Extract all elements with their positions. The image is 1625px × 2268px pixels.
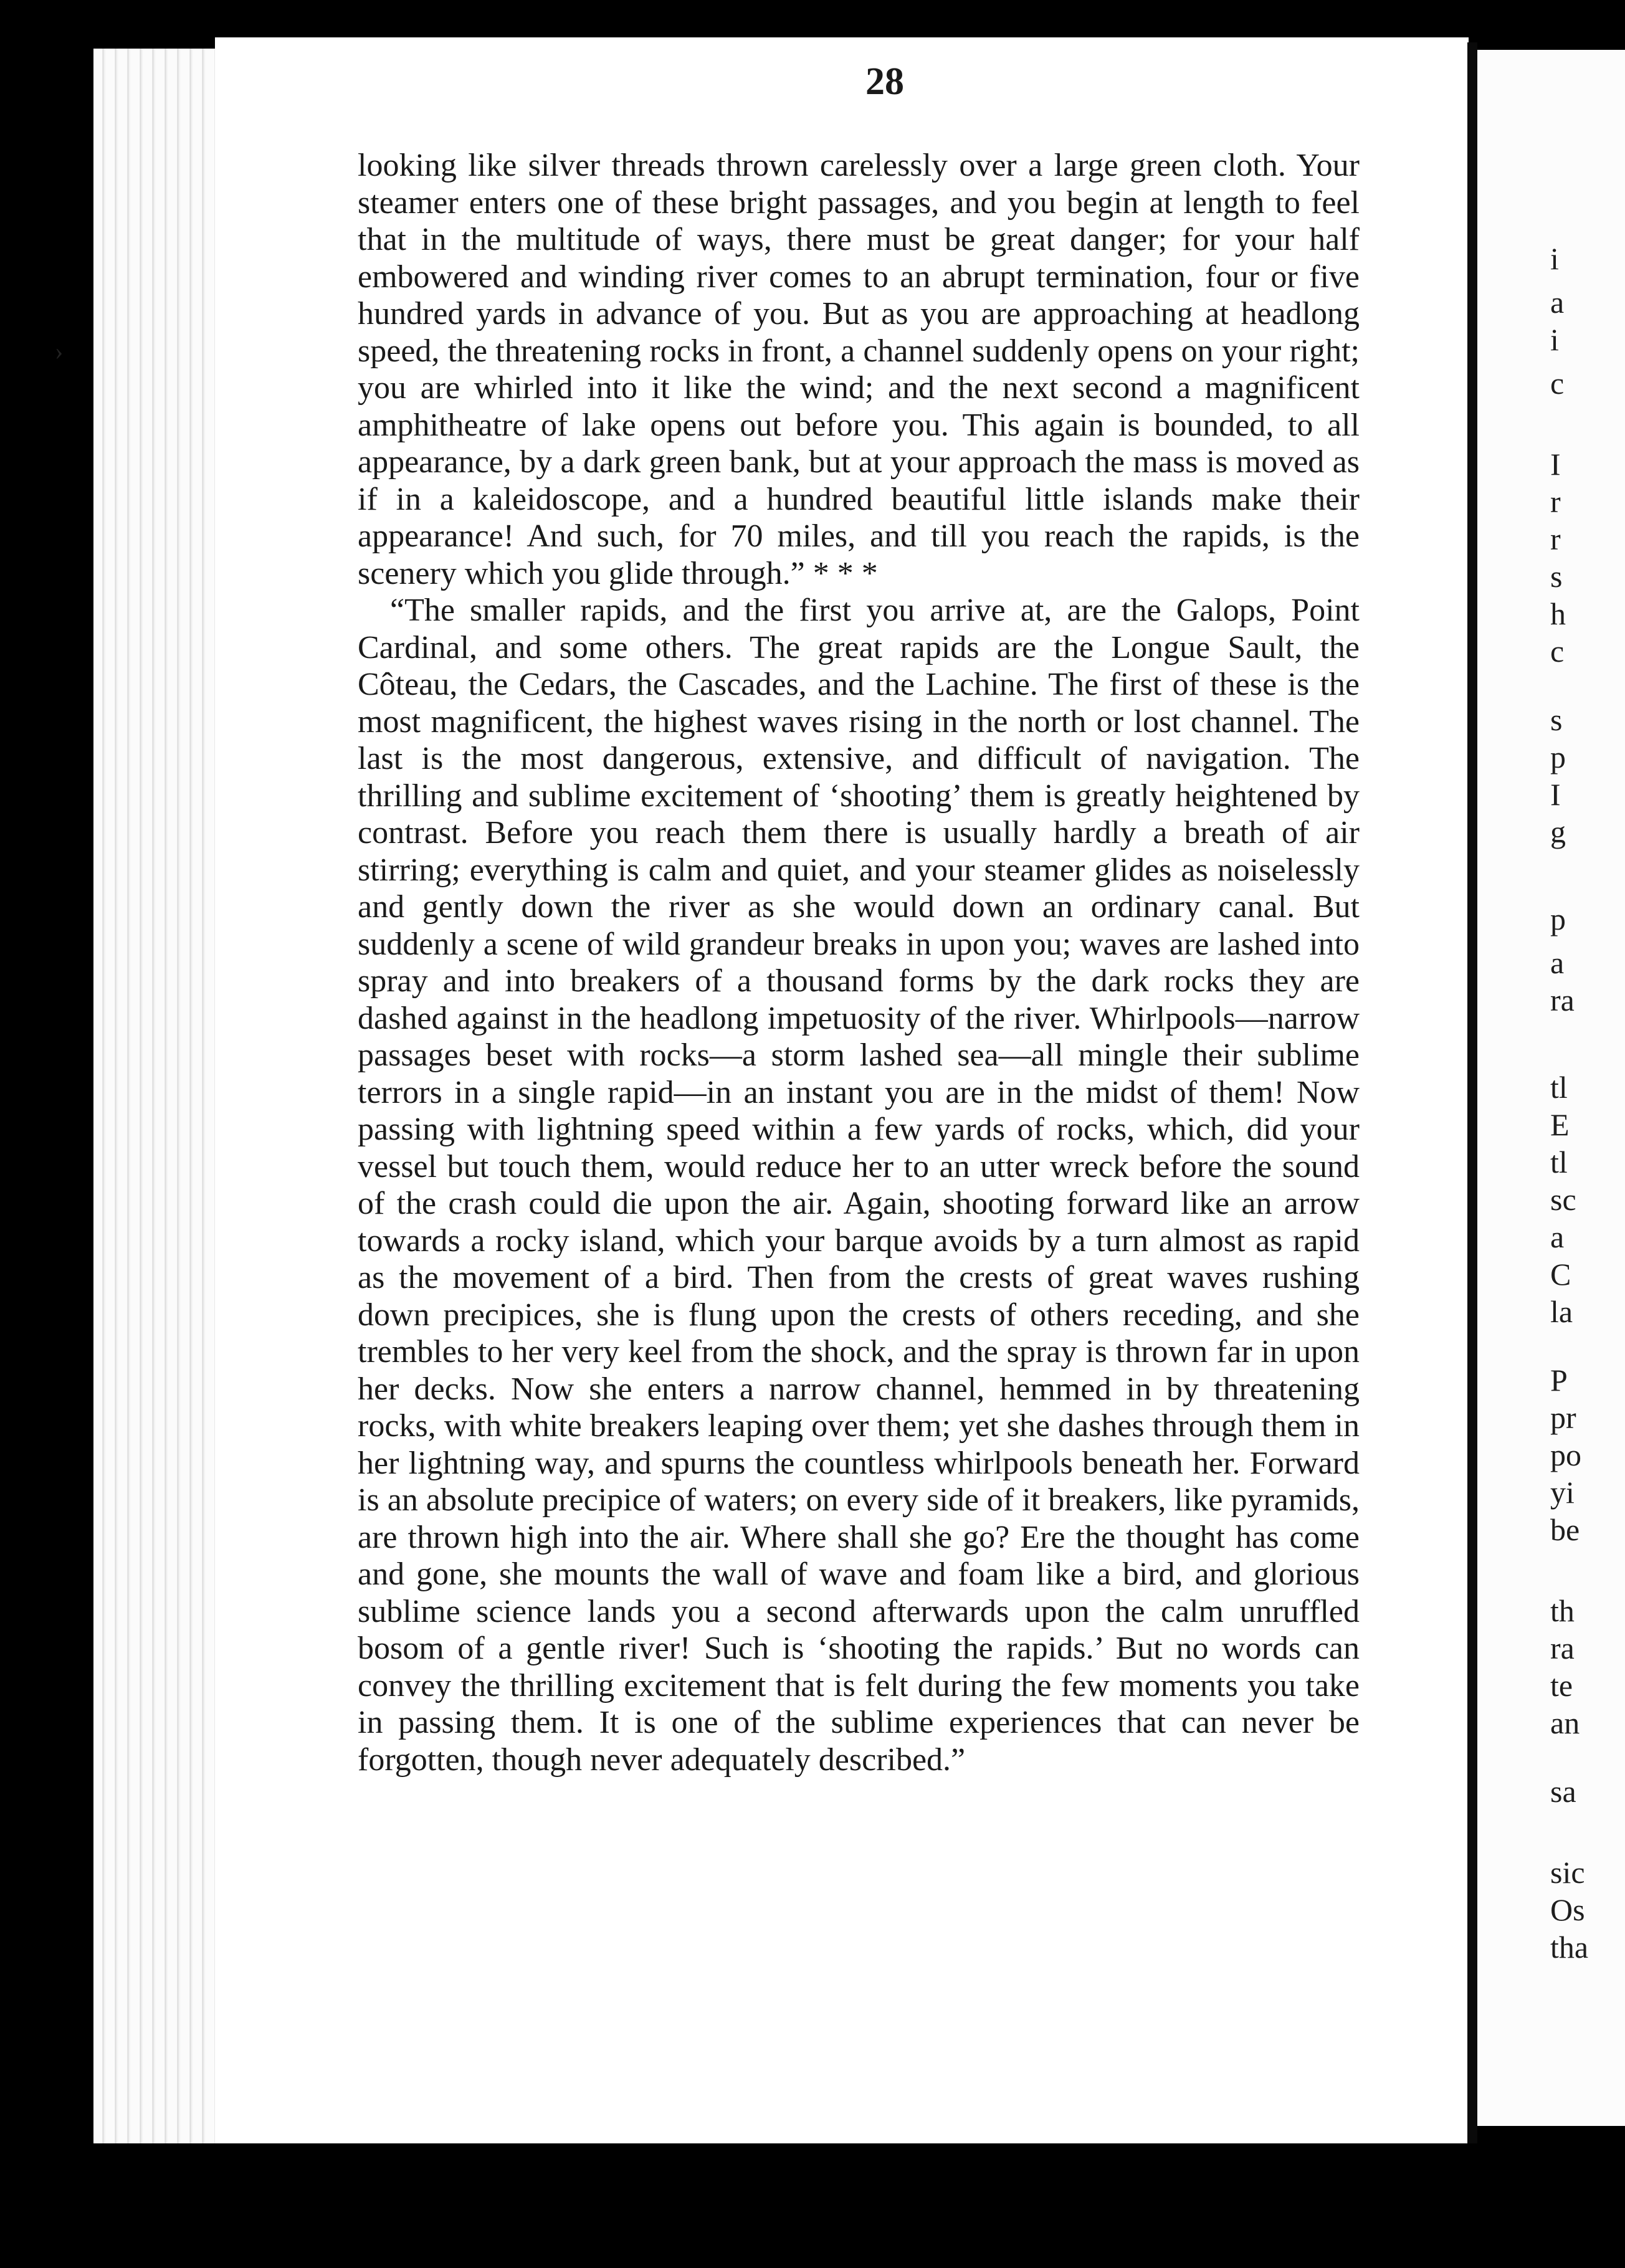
adjacent-page-fragment: i xyxy=(1550,241,1559,276)
page-number: 28 xyxy=(865,60,904,103)
adjacent-page-fragment: be xyxy=(1550,1512,1580,1547)
adjacent-page-fragment: r xyxy=(1550,484,1561,519)
adjacent-page-fragment: I xyxy=(1550,777,1561,812)
adjacent-page-fragment: yi xyxy=(1550,1475,1575,1510)
adjacent-page-fragment: po xyxy=(1550,1437,1581,1472)
adjacent-page-fragment: la xyxy=(1550,1294,1573,1329)
adjacent-page-fragment: s xyxy=(1550,559,1563,594)
adjacent-page-fragment: th xyxy=(1550,1593,1575,1628)
page-body xyxy=(358,147,1360,1778)
adjacent-page-fragment: C xyxy=(1550,1257,1571,1292)
adjacent-page-fragment: a xyxy=(1550,945,1565,980)
adjacent-page-fragment: an xyxy=(1550,1705,1580,1740)
book-gutter xyxy=(1467,42,1477,2143)
adjacent-page-fragment: p xyxy=(1550,740,1566,774)
adjacent-page-fragment: I xyxy=(1550,447,1561,482)
adjacent-page-fragment: tl xyxy=(1550,1070,1568,1105)
adjacent-page-fragment: ra xyxy=(1550,983,1575,1017)
adjacent-page-fragment: sic xyxy=(1550,1855,1585,1890)
adjacent-page-fragment: r xyxy=(1550,522,1561,556)
adjacent-page-fragment: te xyxy=(1550,1668,1573,1703)
adjacent-page-fragment: Os xyxy=(1550,1892,1585,1927)
paragraph-2: “The smaller rapids, and the first you arrive at, are the Galops, Point Cardinal, and some others. The great rapids are the Longue Sault, the Côteau, the Cedars, the Cascades, and the Lachine. The first of these is the most magnificent, the highest waves rising in the north or lost channel. The last is the most dangerous, extensive, and difficult of navigation. The thrilling and sublime excitement of ‘shooting’ them is greatly heightened by contrast. Before you reach them there is usually hardly a breath of air stirring; everything is calm and quiet, and your steamer glides as noiselessly and gently down the river as she would down an ordinary canal. But suddenly a scene of wild grandeur breaks in upon you; waves are lashed into spray and into breakers of a thousand forms by the dark rocks they are dashed against in the headlong impetuosity of the river. Whirlpools—narrow passages beset with rocks—a storm lashed sea—all mingle their sublime terrors in a single rapid—in an instant you are in the midst of them! Now passing with lightning speed within a few yards of rocks, which, did your vessel but touch them, would reduce her to an utter wreck before the sound of the crash could die upon the air. Again, shooting forward like an arrow towards a rocky island, which your barque avoids by a turn almost as rapid as the movement of a bird. Then from the crests of great waves rushing down precipices, she is flung upon the crests of others receding, and she trembles to her very keel from the shock, and the spray is thrown far in upon her decks. Now she enters a narrow channel, hemmed in by threatening rocks, with white breakers leaping over them; yet she dashes through them in her lightning way, and spurns the countless whirlpools beneath her. Forward is an absolute precipice of waters; on every side of it breakers, like pyramids, are thrown high into the air. Where shall she go? Ere the thought has come and gone, she mounts the wall of wave and foam like a bird, and glorious sublime science lands you a second afterwards upon the calm unruffled bosom of a gentle river! Such is ‘shooting the rapids.’ But no words can convey the thrilling excitement that is felt during the few moments you take in passing them. It is one of the sublime experiences that can never be forgotten, though never adequately described.” xyxy=(358,593,1360,1778)
page-edges xyxy=(93,49,224,2143)
adjacent-page-fragment: ra xyxy=(1550,1631,1575,1665)
adjacent-page-fragment: s xyxy=(1550,702,1563,737)
adjacent-page-fragment: i xyxy=(1550,322,1559,357)
adjacent-page-fragment: pr xyxy=(1550,1400,1576,1435)
adjacent-page-fragment: p xyxy=(1550,902,1566,936)
adjacent-page-fragment: sa xyxy=(1550,1774,1576,1809)
adjacent-page-fragment: a xyxy=(1550,1219,1565,1254)
adjacent-page-fragment: tha xyxy=(1550,1930,1589,1965)
adjacent-page-edge xyxy=(1477,50,1625,2126)
adjacent-page-fragment: E xyxy=(1550,1107,1570,1142)
margin-mark: › xyxy=(55,337,64,365)
adjacent-page-fragment: sc xyxy=(1550,1182,1576,1217)
adjacent-page-fragment: P xyxy=(1550,1363,1568,1398)
adjacent-page-fragment: c xyxy=(1550,366,1565,401)
adjacent-page-fragment: a xyxy=(1550,285,1565,320)
adjacent-page-fragment: h xyxy=(1550,596,1566,631)
adjacent-page-fragment: tl xyxy=(1550,1145,1568,1179)
adjacent-page-fragment: g xyxy=(1550,814,1566,849)
adjacent-page-fragment: c xyxy=(1550,634,1565,669)
paragraph-1: looking like silver threads thrown carelessly over a large green cloth. Your steamer enters one of these bright passages, and you begin at length to feel that in the multitude of ways, there must be great danger; for your half embowered and winding river comes to an abrupt termination, four or five hundred yards in advance of you. But as you are approaching at headlong speed, the threatening rocks in front, a channel suddenly opens on your right; you are whirled into it like the wind; and the next second a magnificent amphitheatre of lake opens out before you. This again is bounded, to all appearance, by a dark green bank, but at your approach the mass is moved as if in a kaleidoscope, and a hundred beautiful little islands make their appearance! And such, for 70 miles, and till you reach the rapids, is the scenery which you glide through.” * * * xyxy=(358,148,1360,591)
